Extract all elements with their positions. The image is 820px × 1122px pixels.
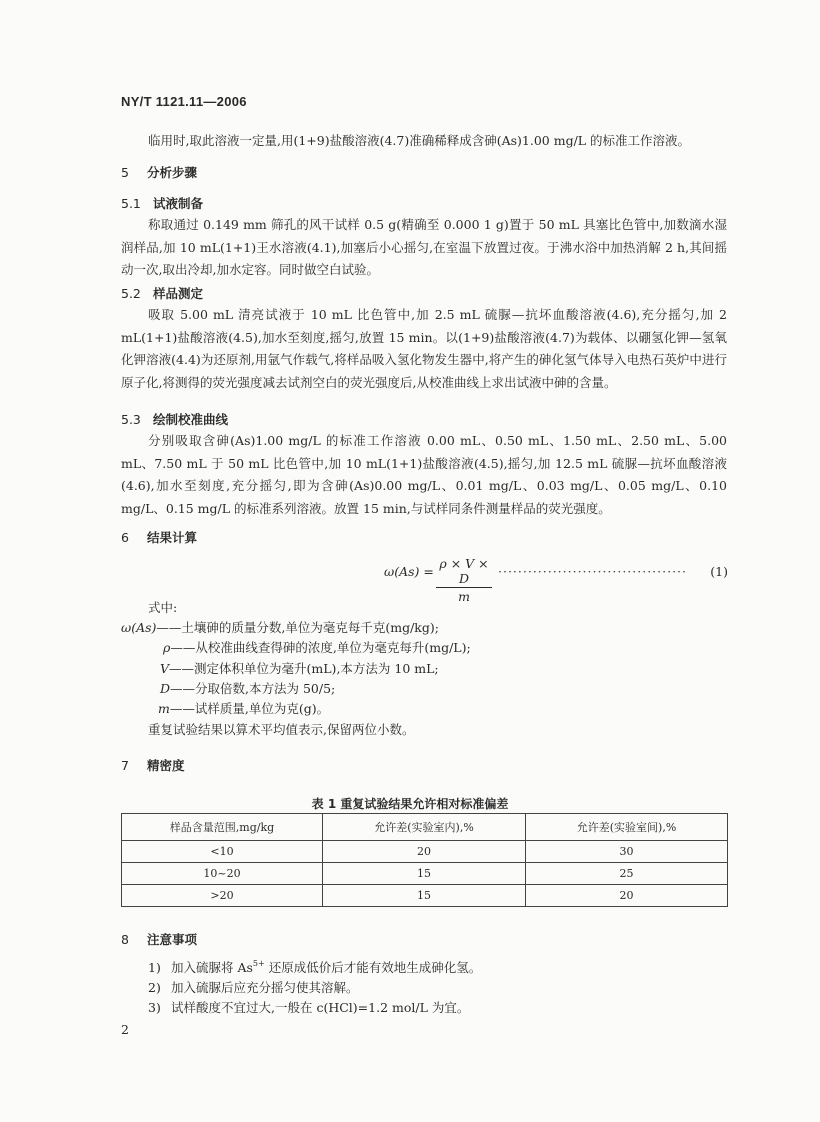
where-desc: 土壤砷的质量分数,单位为毫克每千克(mg/kg); (181, 620, 439, 635)
table-header-cell: 允许差(实验室间),% (526, 814, 728, 841)
section-title: 注意事项 (147, 932, 198, 947)
equation-number: (1) (710, 564, 728, 579)
where-desc: 测定体积单位为毫升(mL),本方法为 10 mL; (194, 661, 439, 676)
section-title: 试液制备 (153, 196, 204, 211)
table-cell: 25 (526, 863, 728, 885)
note-number: 1) (148, 960, 161, 975)
section-number: 7 (121, 758, 129, 773)
section-5-2-heading (121, 284, 203, 302)
note-number: 2) (148, 980, 161, 995)
where-dash: —— (169, 701, 195, 716)
note-text-cont: 还原成低价后才能有效地生成砷化氢。 (264, 960, 482, 975)
table-cell: 20 (323, 841, 526, 863)
where-symbol: V (160, 661, 170, 676)
table-cell: 15 (323, 885, 526, 907)
where-desc: 从校准曲线查得砷的浓度,单位为毫克每升(mg/L); (195, 640, 471, 655)
section-7-heading (121, 756, 185, 774)
note-text: 加入硫脲将 As (171, 960, 253, 975)
where-desc: 试样质量,单位为克(g)。 (194, 701, 330, 716)
table-row (122, 885, 728, 907)
section-8-heading (121, 930, 197, 948)
page-number: 2 (121, 1022, 129, 1037)
equation-denominator: m (458, 589, 470, 604)
where-item (163, 639, 471, 657)
equation-1 (384, 556, 728, 604)
table-cell: >20 (122, 885, 323, 907)
section-title: 精密度 (147, 758, 185, 773)
where-dash: —— (170, 681, 196, 696)
section-number: 8 (121, 932, 129, 947)
section-5-heading (121, 163, 197, 181)
table-cell: <10 (122, 841, 323, 863)
table-cell: 20 (526, 885, 728, 907)
table-row (122, 841, 728, 863)
section-5-1-text: 称取通过 0.149 mm 筛孔的风干试样 0.5 g(精确至 0.000 1 g)置于 50 mL 具塞比色管中,加数滴水湿润样品,加 10 mL(1+1)王水溶液(4.1),加塞后小心摇匀,在室温下放置过夜。于沸水浴中加热消解 2 h,其间摇动一次,取出冷却,加水定容。同时做空白试验。 (121, 217, 727, 277)
where-dash: —— (169, 661, 195, 676)
equation-numerator: ρ × V × D (436, 556, 492, 588)
table-cell: 10~20 (122, 863, 323, 885)
note-text: 加入硫脲后应充分摇匀使其溶解。 (171, 980, 359, 995)
where-desc: 分取倍数,本方法为 50/5; (195, 681, 336, 696)
section-title: 样品测定 (153, 286, 204, 301)
section-5-3-text: 分别吸取含砷(As)1.00 mg/L 的标准工作溶液 0.00 mL、0.50 mL、1.50 mL、2.50 mL、5.00 mL、7.50 mL 于 50 mL 比色管中,加 10 mL(1+1)盐酸溶液(4.5),摇匀,加 12.5 mL 硫脲—抗坏血酸溶液(4.6),加水至刻度,充分摇匀,即为含砷(As)0.00 mg/L、0.01 mg/L、0.03 mg/L、0.05 mg/L、0.10 mg/L、0.15 mg/L 的标准系列溶液。放置 15 min,与试样同条件测量样品的荧光强度。 (121, 433, 727, 516)
equation-leader-dots: ······································ (498, 564, 687, 579)
section-5-3-heading (121, 410, 228, 428)
result-rounding-note: 重复试验结果以算术平均值表示,保留两位小数。 (148, 722, 415, 737)
section-number: 5.1 (121, 196, 141, 211)
where-item (160, 660, 439, 678)
where-label: 式中: (148, 600, 178, 615)
where-symbol: ρ (163, 640, 171, 655)
note-number: 3) (148, 1000, 161, 1015)
section-5-1-heading (121, 194, 203, 212)
where-symbol: D (160, 681, 171, 696)
note-item (148, 958, 481, 978)
table-cell: 30 (526, 841, 728, 863)
table-header-row (122, 814, 728, 841)
standard-code: NY/T 1121.11—2006 (121, 94, 247, 109)
where-item (158, 700, 329, 718)
where-dash: —— (170, 640, 196, 655)
table-cell: 15 (323, 863, 526, 885)
section-6-heading (121, 528, 197, 546)
table-1-title: 表 1 重复试验结果允许相对标准偏差 (311, 797, 509, 811)
equation-fraction (436, 556, 492, 604)
table-row (122, 863, 728, 885)
note-item (148, 998, 469, 1018)
section-number: 5.3 (121, 412, 141, 427)
note-item (148, 978, 359, 998)
where-symbol: m (158, 701, 170, 716)
section-number: 5.2 (121, 286, 141, 301)
table-1 (121, 813, 728, 907)
intro-paragraph: 临用时,取此溶液一定量,用(1+9)盐酸溶液(4.7)准确稀释成含砷(As)1.00 mg/L 的标准工作溶液。 (148, 133, 691, 148)
section-title: 绘制校准曲线 (153, 412, 229, 427)
note-superscript: 5+ (252, 959, 265, 968)
section-5-2-text: 吸取 5.00 mL 清亮试液于 10 mL 比色管中,加 2.5 mL 硫脲—抗坏血酸溶液(4.6),充分摇匀,加 2 mL(1+1)盐酸溶液(4.5),加水至刻度,摇匀,放置 15 min。以(1+9)盐酸溶液(4.7)为载体、以硼氢化钾—氢氧化钾溶液(4.4)为还原剂,用氩气作载气,将样品吸入氢化物发生器中,将产生的砷化氢气体导入电热石英炉中进行原子化,将测得的荧光强度减去试剂空白的荧光强度后,从校准曲线上求出试液中砷的含量。 (121, 307, 727, 390)
where-symbol: ω(As) (121, 620, 157, 635)
table-header-cell: 样品含量范围,mg/kg (122, 814, 323, 841)
section-number: 5 (121, 165, 129, 180)
where-item (160, 680, 335, 698)
where-dash: —— (156, 620, 182, 635)
note-text: 试样酸度不宜过大,一般在 c(HCl)=1.2 mol/L 为宜。 (171, 1000, 470, 1015)
where-item (121, 619, 439, 637)
section-title: 结果计算 (147, 530, 198, 545)
section-title: 分析步骤 (147, 165, 198, 180)
equation-lhs: ω(As) = (384, 564, 434, 579)
table-header-cell: 允许差(实验室内),% (323, 814, 526, 841)
section-number: 6 (121, 530, 129, 545)
